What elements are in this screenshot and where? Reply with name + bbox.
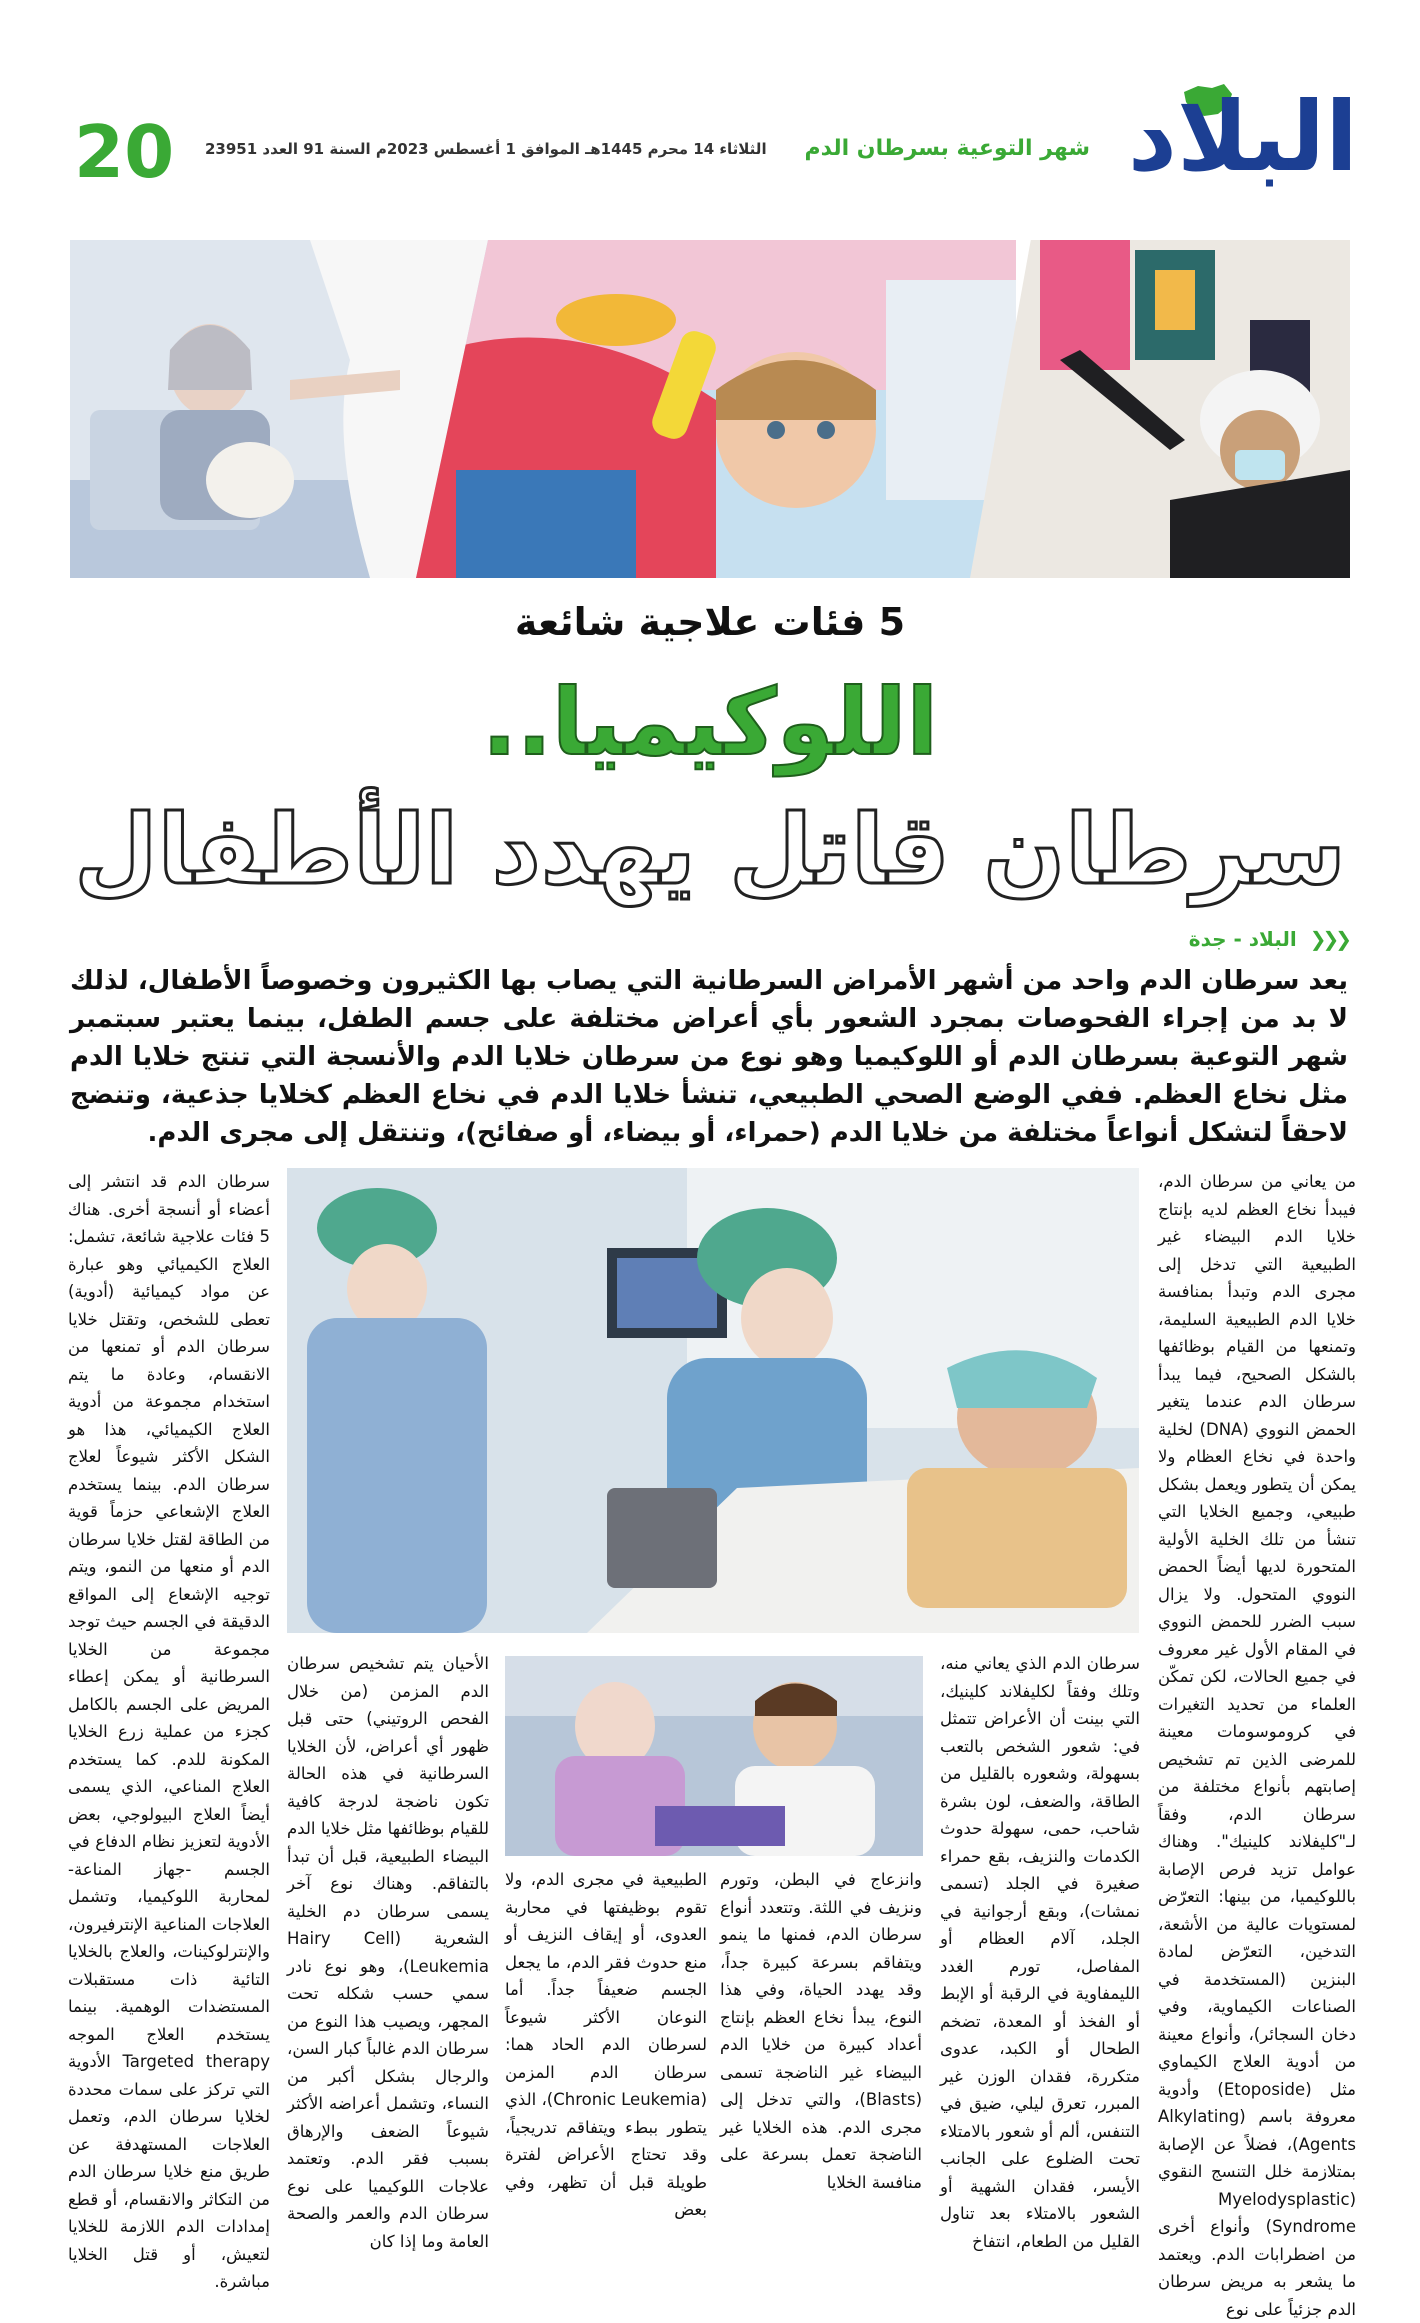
masthead (0, 0, 1420, 215)
byline (1189, 927, 1348, 951)
photo-toddler-in-hospital (416, 240, 1016, 578)
logo-wordmark: البلاد (1127, 81, 1358, 193)
chevrons-icon: ❮❮❮ (1309, 927, 1348, 951)
page-number: 20 (74, 110, 175, 194)
newspaper-logo (1118, 82, 1358, 200)
text-column-bottom-1: سرطان الدم الذي يعاني منه، وتلك وفقاً لكليفلاند كلينيك، التي بينت أن الأعراض تتمثل في: شعور الشخص بالتعب بسهولة، وشعوره بالقليل من الطاقة، والضعف، لون بشرة شاحب، حمى، سهولة حدوث الكدمات والنزيف، بقع حمراء صغيرة في الجلد (تسمى نمشات)، وبقع أرجوانية في الجلد، آلام العظام أو المفاصل، تورم الغدد الليمفاوية في الرقبة أو الإبط أو الفخذ أو المعدة، تضخم الطحال أو الكبد، عدوى متكررة، فقدان الوزن غير المبرر، تعرق ليلي، ضيق في التنفس، ألم أو شعور بالامتلاء تحت الضلوع على الجانب الأيسر، فقدان الشهية أو الشعور بالامتلاء بعد تناول القليل من الطعام، انتفاخ (940, 1654, 1140, 2251)
section-label: شهر التوعية بسرطان الدم (804, 136, 1090, 161)
text-column-left: سرطان الدم قد انتشر إلى أعضاء أو أنسجة أخرى. هناك 5 فئات علاجية شائعة، تشمل: العلاج الكيميائي وهو عبارة عن مواد كيميائية (أدوية) تعطى للشخص، وتقتل خلايا سرطان الدم أو تمنعها من الانقسام، وعادة ما يتم استخدام مجموعة من أدوية العلاج الكيميائي، هذا هو الشكل الأكثر شيوعاً لعلاج سرطان الدم. بينما يستخدم العلاج الإشعاعي حزماً قوية من الطاقة لقتل خلايا سرطان الدم أو منعها من النمو، ويتم توجيه الإشعاع إلى المواقع الدقيقة في الجسم حيث توجد مجموعة من الخلايا السرطانية أو يمكن إعطاء المريض على الجسم بالكامل كجزء من عملية زرع الخلايا المكونة للدم. كما يستخدم العلاج المناعي، الذي يسمى أيضاً العلاج البيولوجي، بعض الأدوية لتعزيز نظام الدفاع في الجسم -جهاز المناعة- لمحاربة اللوكيميا، وتشمل العلاجات المناعية الإنترفيرون، والإنترلوكينات، والعلاج بالخلايا التائية ذات مستقبلات المستضدات الوهمية. بينما يستخدم العلاج الموجه Targeted therapy الأدوية التي تركز على سمات محددة لخلايا سرطان الدم، وتعمل العلاجات المستهدفة عن طريق منع خلايا سرطان الدم من التكاثر والانقسام، أو قطع إمدادات الدم اللازمة للخلايا لتعيش، أو قتل الخلايا مباشرة. (68, 1172, 270, 2291)
text-column-bottom-2: وانزعاج في البطن، وتورم ونزيف في اللثة. وتتعدد أنواع سرطان الدم، فمنها ما ينمو ويتفاقم بسرعة كبيرة جداً، وقد يهدد الحياة، وفي هذا النوع، يبدأ نخاع العظم بإنتاج أعداد كبيرة من خلايا الدم البيضاء غير الناضجة تسمى (Blasts)، والتي تدخل إلى مجرى الدم. هذه الخلايا غير الناضجة تعمل بسرعة على منافسة الخلايا (720, 1870, 922, 2192)
photo-girl-with-oxygen (70, 240, 488, 578)
text-column-bottom-3: الطبيعية في مجرى الدم، ولا تقوم بوظيفتها في محاربة العدوى، أو إيقاف النزيف أو منع حدوث فقر الدم، ما يجعل الجسم ضعيفاً جداً. أما النوعان الأكثر شيوعاً لسرطان الدم الحاد هما: سرطان الدم المزمن (Chronic Leukemia)، الذي يتطور ببطء ويتفاقم تدريجياً، وقد تحتاج الأعراض لفترة طويلة قبل أن تظهر، وفي بعض (505, 1870, 707, 2219)
issue-date-line: الثلاثاء 14 محرم 1445هـ الموافق 1 أغسطس 2023م السنة 91 العدد 23951 (205, 140, 767, 158)
photo-children-playing (505, 1656, 923, 1856)
byline-text: البلاد - جدة (1188, 927, 1297, 951)
photo-doctor-examining-patient (287, 1168, 1139, 1633)
article-subhead: سرطان قاتل يهدد الأطفال (74, 794, 1346, 906)
photo-girl-at-art-exhibit (970, 240, 1350, 578)
article-kicker: 5 فئات علاجية شائعة (514, 600, 906, 644)
article-headline: اللوكيميا.. (481, 669, 939, 776)
text-column-right: من يعاني من سرطان الدم، فيبدأ نخاع العظم لديه بإنتاج خلايا الدم البيضاء غير الطبيعية التي تدخل إلى مجرى الدم وتبدأ بمنافسة خلايا الدم الطبيعية السليمة، وتمنعها من القيام بوظائفها بالشكل الصحيح، فيما يبدأ سرطان الدم عندما يتغير الحمض النووي (DNA) لخلية واحدة في نخاع العظام ولا يمكن أن يتطور ويعمل بشكل طبيعي، وجميع الخلايا التي تنشأ من تلك الخلية الأولية المتحورة لديها أيضاً الحمض النووي المتحول. ولا يزال سبب الضرر للحمض النووي في المقام الأول غير معروف في جميع الحالات، لكن تمكّن العلماء من تحديد التغيرات في كروموسومات معينة للمرضى الذين تم تشخيص إصابتهم بأنواع مختلفة من سرطان الدم، وفقاً لـ"كليفلاند كلينيك". وهناك عوامل تزيد فرص الإصابة باللوكيميا، من بينها: التعرّض لمستويات عالية من الأشعة، التدخين، التعرّض لمادة البنزين (المستخدمة في الصناعات الكيماوية، وفي دخان السجائر)، وأنواع معينة من أدوية العلاج الكيماوي مثل (Etoposide) وأدوية معروفة باسم (Alkylating Agents)، فضلاً عن الإصابة بمتلازمة خلل التنسج النقوي (Myelodysplastic Syndrome) وأنواع أخرى من اضطرابات الدم. ويعتمد ما يشعر به مريض سرطان الدم جزئياً على نوع (1158, 1172, 1356, 2319)
article-lead: يعد سرطان الدم واحد من أشهر الأمراض السرطانية التي يصاب بها الكثيرون وخصوصاً الأطفال، لذلك لا بد من إجراء الفحوصات بمجرد الشعور بأي أعراض مختلفة على جسم الطفل، بينما يعتبر سبتمبر شهر التوعية بسرطان الدم أو اللوكيميا وهو نوع من سرطان خلايا الدم والأنسجة التي تنتج خلايا الدم مثل نخاع العظم. ففي الوضع الصحي الطبيعي، تنشأ خلايا الدم في نخاع العظم كخلايا جذعية، وتنضج لاحقاً لتشكل أنواعاً مختلفة من خلايا الدم (حمراء، أو بيضاء، أو صفائح)، وتنتقل إلى مجرى الدم. (70, 966, 1348, 1148)
text-column-bottom-4: الأحيان يتم تشخيص سرطان الدم المزمن (من خلال الفحص الروتيني) حتى قبل ظهور أي أعراض، لأن الخلايا السرطانية في هذه الحالة تكون ناضجة لدرجة كافية للقيام بوظائفها مثل خلايا الدم البيضاء الطبيعية، قبل أن تبدأ بالتفاقم. وهناك نوع آخر يسمى سرطان دم الخلية الشعرية (Hairy Cell Leukemia)، وهو نوع نادر سمي حسب شكله تحت المجهر، ويصيب هذا النوع من سرطان الدم غالباً كبار السن، والرجال بشكل أكبر من النساء، وتشمل أعراضه الأكثر شيوعاً الضعف والإرهاق بسبب فقر الدم. وتعتمد علاجات اللوكيميا على نوع سرطان الدم والعمر والصحة العامة وما إذا كان (287, 1654, 489, 2251)
